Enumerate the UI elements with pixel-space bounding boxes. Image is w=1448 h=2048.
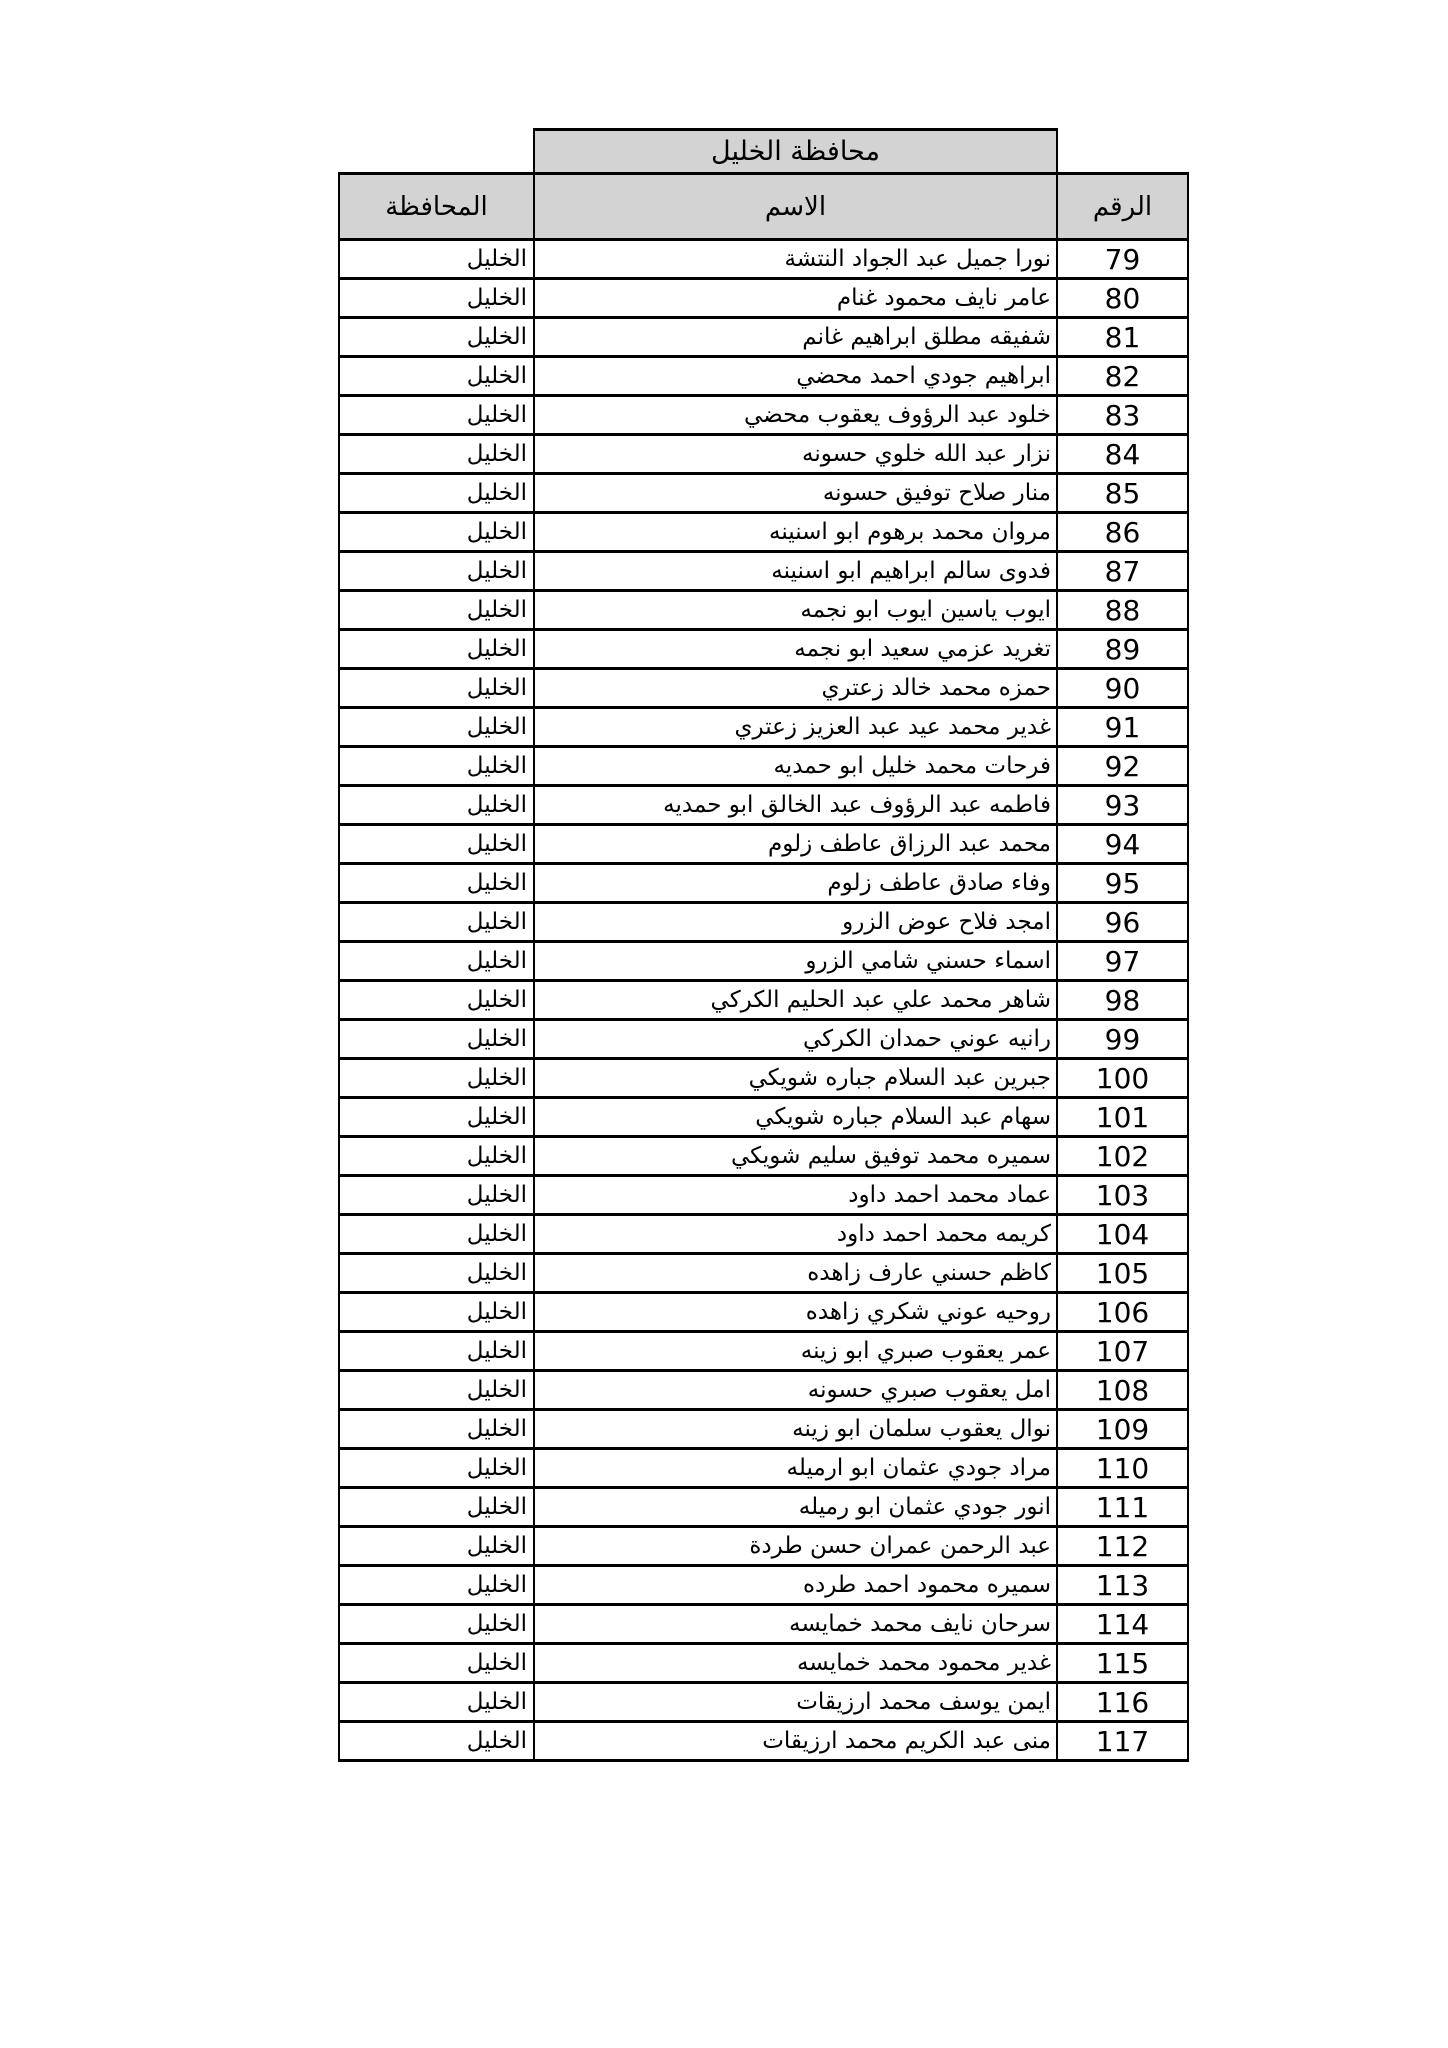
row-number-cell: 107 <box>1057 1332 1188 1371</box>
row-number-cell: 117 <box>1057 1722 1188 1761</box>
table-row <box>339 1332 1188 1371</box>
row-number-cell: 84 <box>1057 435 1188 474</box>
row-number-cell: 82 <box>1057 357 1188 396</box>
row-number-cell: 102 <box>1057 1137 1188 1176</box>
row-governorate-cell: الخليل <box>339 318 534 357</box>
table-row <box>339 1683 1188 1722</box>
table-row <box>339 981 1188 1020</box>
row-number-cell: 112 <box>1057 1527 1188 1566</box>
table-row <box>339 435 1188 474</box>
table-row <box>339 552 1188 591</box>
table-row <box>339 1410 1188 1449</box>
row-name-cell: ايمن يوسف محمد ارزيقات <box>534 1683 1057 1722</box>
row-governorate-cell: الخليل <box>339 1683 534 1722</box>
row-number-cell: 101 <box>1057 1098 1188 1137</box>
row-name-cell: فرحات محمد خليل ابو حمديه <box>534 747 1057 786</box>
row-name-cell: امجد فلاح عوض الزرو <box>534 903 1057 942</box>
table-row <box>339 1176 1188 1215</box>
table-row <box>339 1098 1188 1137</box>
row-governorate-cell: الخليل <box>339 1605 534 1644</box>
row-governorate-cell: الخليل <box>339 513 534 552</box>
row-name-cell: سميره محمد توفيق سليم شويكي <box>534 1137 1057 1176</box>
row-number-cell: 96 <box>1057 903 1188 942</box>
row-number-cell: 83 <box>1057 396 1188 435</box>
region-header-row <box>339 130 1188 174</box>
row-number-cell: 115 <box>1057 1644 1188 1683</box>
row-name-cell: شاهر محمد علي عبد الحليم الكركي <box>534 981 1057 1020</box>
row-number-cell: 85 <box>1057 474 1188 513</box>
row-governorate-cell: الخليل <box>339 1449 534 1488</box>
row-number-cell: 89 <box>1057 630 1188 669</box>
table-row <box>339 279 1188 318</box>
table-row <box>339 240 1188 279</box>
row-governorate-cell: الخليل <box>339 435 534 474</box>
row-name-cell: منى عبد الكريم محمد ارزيقات <box>534 1722 1057 1761</box>
row-name-cell: امل يعقوب صبري حسونه <box>534 1371 1057 1410</box>
table-row <box>339 1215 1188 1254</box>
row-number-cell: 99 <box>1057 1020 1188 1059</box>
row-governorate-cell: الخليل <box>339 1722 534 1761</box>
column-header-row <box>339 174 1188 240</box>
region-title: محافظة الخليل <box>534 130 1057 174</box>
row-governorate-cell: الخليل <box>339 825 534 864</box>
column-header-governorate: المحافظة <box>339 174 534 240</box>
row-governorate-cell: الخليل <box>339 669 534 708</box>
row-governorate-cell: الخليل <box>339 240 534 279</box>
row-governorate-cell: الخليل <box>339 1020 534 1059</box>
row-number-cell: 104 <box>1057 1215 1188 1254</box>
row-name-cell: خلود عبد الرؤوف يعقوب محضي <box>534 396 1057 435</box>
row-name-cell: روحيه عوني شكري زاهده <box>534 1293 1057 1332</box>
table-row <box>339 1605 1188 1644</box>
row-name-cell: نورا جميل عبد الجواد النتشة <box>534 240 1057 279</box>
row-governorate-cell: الخليل <box>339 1566 534 1605</box>
row-governorate-cell: الخليل <box>339 1488 534 1527</box>
row-name-cell: نوال يعقوب سلمان ابو زينه <box>534 1410 1057 1449</box>
row-name-cell: مروان محمد برهوم ابو اسنينه <box>534 513 1057 552</box>
row-name-cell: عبد الرحمن عمران حسن طردة <box>534 1527 1057 1566</box>
column-header-name: الاسم <box>534 174 1057 240</box>
table-row <box>339 1566 1188 1605</box>
row-name-cell: فدوى سالم ابراهيم ابو اسنينه <box>534 552 1057 591</box>
row-number-cell: 111 <box>1057 1488 1188 1527</box>
row-number-cell: 106 <box>1057 1293 1188 1332</box>
table-row <box>339 630 1188 669</box>
row-governorate-cell: الخليل <box>339 279 534 318</box>
table-body <box>339 240 1188 1761</box>
row-name-cell: عماد محمد احمد داود <box>534 1176 1057 1215</box>
row-governorate-cell: الخليل <box>339 1059 534 1098</box>
row-name-cell: محمد عبد الرزاق عاطف زلوم <box>534 825 1057 864</box>
row-governorate-cell: الخليل <box>339 981 534 1020</box>
table-row <box>339 1254 1188 1293</box>
row-governorate-cell: الخليل <box>339 357 534 396</box>
row-governorate-cell: الخليل <box>339 1254 534 1293</box>
row-name-cell: عمر يعقوب صبري ابو زينه <box>534 1332 1057 1371</box>
row-name-cell: رانيه عوني حمدان الكركي <box>534 1020 1057 1059</box>
row-name-cell: شفيقه مطلق ابراهيم غانم <box>534 318 1057 357</box>
row-governorate-cell: الخليل <box>339 591 534 630</box>
table-row <box>339 396 1188 435</box>
row-name-cell: جبرين عبد السلام جباره شويكي <box>534 1059 1057 1098</box>
table-row <box>339 513 1188 552</box>
row-number-cell: 116 <box>1057 1683 1188 1722</box>
row-name-cell: حمزه محمد خالد زعتري <box>534 669 1057 708</box>
row-number-cell: 88 <box>1057 591 1188 630</box>
row-governorate-cell: الخليل <box>339 1137 534 1176</box>
row-name-cell: غدير محمد عيد عبد العزيز زعتري <box>534 708 1057 747</box>
row-governorate-cell: الخليل <box>339 1215 534 1254</box>
row-governorate-cell: الخليل <box>339 903 534 942</box>
row-governorate-cell: الخليل <box>339 1527 534 1566</box>
row-name-cell: سميره محمود احمد طرده <box>534 1566 1057 1605</box>
row-number-cell: 87 <box>1057 552 1188 591</box>
header-corner-left <box>339 130 534 174</box>
row-number-cell: 86 <box>1057 513 1188 552</box>
row-governorate-cell: الخليل <box>339 1644 534 1683</box>
row-number-cell: 79 <box>1057 240 1188 279</box>
row-number-cell: 105 <box>1057 1254 1188 1293</box>
table-row <box>339 474 1188 513</box>
row-name-cell: ايوب ياسين ايوب ابو نجمه <box>534 591 1057 630</box>
table-row <box>339 1722 1188 1761</box>
row-name-cell: سهام عبد السلام جباره شويكي <box>534 1098 1057 1137</box>
row-governorate-cell: الخليل <box>339 396 534 435</box>
table-row <box>339 708 1188 747</box>
table-row <box>339 825 1188 864</box>
table-row <box>339 1059 1188 1098</box>
row-number-cell: 98 <box>1057 981 1188 1020</box>
row-name-cell: مراد جودي عثمان ابو ارميله <box>534 1449 1057 1488</box>
table-row <box>339 942 1188 981</box>
column-header-number: الرقم <box>1057 174 1188 240</box>
row-governorate-cell: الخليل <box>339 1410 534 1449</box>
row-governorate-cell: الخليل <box>339 942 534 981</box>
table-header <box>339 130 1188 240</box>
row-governorate-cell: الخليل <box>339 1332 534 1371</box>
table-row <box>339 1488 1188 1527</box>
row-number-cell: 91 <box>1057 708 1188 747</box>
table-row <box>339 1449 1188 1488</box>
row-number-cell: 94 <box>1057 825 1188 864</box>
table-row <box>339 1020 1188 1059</box>
table-row <box>339 357 1188 396</box>
row-governorate-cell: الخليل <box>339 1293 534 1332</box>
row-number-cell: 100 <box>1057 1059 1188 1098</box>
row-governorate-cell: الخليل <box>339 630 534 669</box>
row-name-cell: ابراهيم جودي احمد محضي <box>534 357 1057 396</box>
row-name-cell: اسماء حسني شامي الزرو <box>534 942 1057 981</box>
row-governorate-cell: الخليل <box>339 1098 534 1137</box>
row-name-cell: كريمه محمد احمد داود <box>534 1215 1057 1254</box>
row-number-cell: 81 <box>1057 318 1188 357</box>
row-name-cell: عامر نايف محمود غنام <box>534 279 1057 318</box>
row-name-cell: انور جودي عثمان ابو رميله <box>534 1488 1057 1527</box>
table-row <box>339 864 1188 903</box>
row-number-cell: 97 <box>1057 942 1188 981</box>
row-number-cell: 90 <box>1057 669 1188 708</box>
row-governorate-cell: الخليل <box>339 1371 534 1410</box>
row-governorate-cell: الخليل <box>339 708 534 747</box>
table-row <box>339 591 1188 630</box>
row-number-cell: 113 <box>1057 1566 1188 1605</box>
row-governorate-cell: الخليل <box>339 474 534 513</box>
table-row <box>339 1293 1188 1332</box>
row-number-cell: 95 <box>1057 864 1188 903</box>
row-name-cell: تغريد عزمي سعيد ابو نجمه <box>534 630 1057 669</box>
row-number-cell: 110 <box>1057 1449 1188 1488</box>
row-number-cell: 80 <box>1057 279 1188 318</box>
row-governorate-cell: الخليل <box>339 1176 534 1215</box>
table-row <box>339 669 1188 708</box>
row-governorate-cell: الخليل <box>339 786 534 825</box>
row-name-cell: كاظم حسني عارف زاهده <box>534 1254 1057 1293</box>
row-name-cell: غدير محمود محمد خمايسه <box>534 1644 1057 1683</box>
row-governorate-cell: الخليل <box>339 552 534 591</box>
row-name-cell: سرحان نايف محمد خمايسه <box>534 1605 1057 1644</box>
table-row <box>339 318 1188 357</box>
table-row <box>339 1371 1188 1410</box>
row-number-cell: 92 <box>1057 747 1188 786</box>
row-number-cell: 114 <box>1057 1605 1188 1644</box>
row-name-cell: وفاء صادق عاطف زلوم <box>534 864 1057 903</box>
table-row <box>339 1527 1188 1566</box>
row-governorate-cell: الخليل <box>339 864 534 903</box>
row-name-cell: فاطمه عبد الرؤوف عبد الخالق ابو حمديه <box>534 786 1057 825</box>
row-name-cell: منار صلاح توفيق حسونه <box>534 474 1057 513</box>
row-number-cell: 108 <box>1057 1371 1188 1410</box>
table-row <box>339 1644 1188 1683</box>
row-number-cell: 109 <box>1057 1410 1188 1449</box>
table-row <box>339 903 1188 942</box>
row-number-cell: 103 <box>1057 1176 1188 1215</box>
row-name-cell: نزار عبد الله خلوي حسونه <box>534 435 1057 474</box>
governorate-roster-table <box>338 128 1189 1762</box>
row-governorate-cell: الخليل <box>339 747 534 786</box>
row-number-cell: 93 <box>1057 786 1188 825</box>
header-corner-right <box>1057 130 1188 174</box>
table-row <box>339 747 1188 786</box>
table-row <box>339 1137 1188 1176</box>
table-row <box>339 786 1188 825</box>
